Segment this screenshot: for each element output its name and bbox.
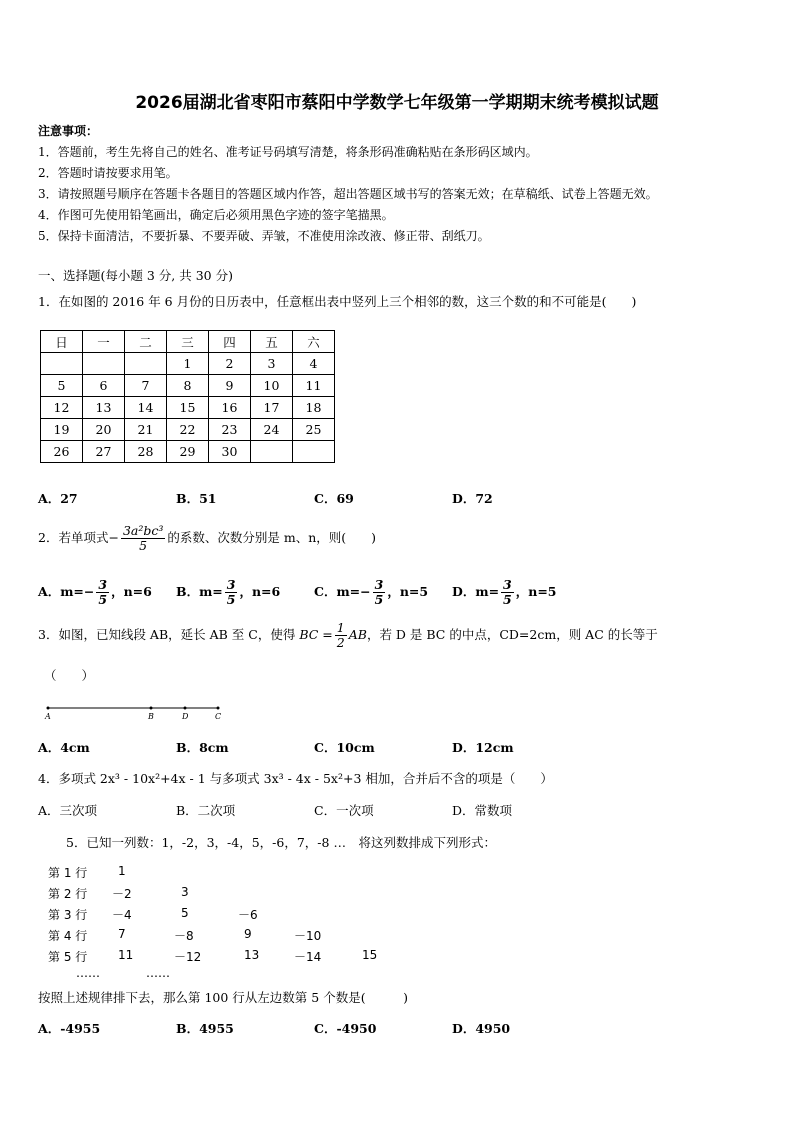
option-b: B．二次项 <box>176 803 236 818</box>
calendar-cell <box>125 353 167 375</box>
row-value: －2 <box>112 887 132 901</box>
calendar-row <box>41 441 335 463</box>
calendar-cell <box>83 353 125 375</box>
q3-denominator: 2 <box>336 635 345 650</box>
calendar-cell: 17 <box>251 397 293 419</box>
calendar-table <box>40 330 335 463</box>
label-c: C <box>215 712 222 721</box>
q2-denominator: 5 <box>139 538 148 553</box>
option-c: C．一次项 <box>314 803 374 818</box>
calendar-row <box>41 419 335 441</box>
q2-numerator: 3a²bc³ <box>122 523 164 538</box>
option-a <box>38 578 152 607</box>
q3-suffix: ，若 D 是 BC 的中点，CD=2cm，则 AC 的长等于 <box>366 627 658 642</box>
option-d: D．4950 <box>452 1021 511 1036</box>
row-value: 15 <box>362 948 378 962</box>
calendar-cell: 14 <box>125 397 167 419</box>
calendar-header-row <box>41 331 335 353</box>
option-c: C．10cm <box>314 740 375 755</box>
option-a: A．三次项 <box>38 803 98 818</box>
calendar-cell: 24 <box>251 419 293 441</box>
option-d: D．常数项 <box>452 803 513 818</box>
calendar-cell: 28 <box>125 441 167 463</box>
calendar-cell: 2 <box>209 353 251 375</box>
label-b: B <box>148 712 154 721</box>
calendar-cell: 30 <box>209 441 251 463</box>
calendar-cell: 16 <box>209 397 251 419</box>
calendar-row <box>41 353 335 375</box>
row-value: 5 <box>181 906 189 920</box>
option-d: D．72 <box>452 491 493 506</box>
calendar-cell <box>293 441 335 463</box>
q2-suffix: 的系数、次数分别是 m、n，则( ) <box>167 530 377 545</box>
option-b <box>176 578 280 607</box>
calendar-cell: 18 <box>293 397 335 419</box>
row-value: －4 <box>112 908 132 922</box>
option-a: A．-4955 <box>38 1021 101 1036</box>
page-title: 2026届湖北省枣阳市蔡阳中学数学七年级第一学期期末统考模拟试题 <box>135 93 659 113</box>
ellipsis: …… <box>146 966 170 980</box>
row-value: －10 <box>294 929 322 943</box>
opt-fraction <box>96 578 109 607</box>
calendar-header-cell: 五 <box>251 331 293 353</box>
opt-fraction <box>501 578 514 607</box>
option-b: B．4955 <box>176 1021 234 1036</box>
q3-fraction <box>335 621 347 650</box>
q3-paren: （ ） <box>44 668 95 683</box>
label-a: A <box>45 712 51 721</box>
row-value: 11 <box>118 948 134 962</box>
notice-item: 5．保持卡面清洁，不要折暴、不要弄破、弄皱，不准使用涂改液、修正带、刮纸刀。 <box>38 229 490 243</box>
calendar-cell: 21 <box>125 419 167 441</box>
notice-item: 4．作图可先使用铅笔画出，确定后必须用黑色字迹的签字笔描黑。 <box>38 208 394 222</box>
opt-denominator: 5 <box>503 592 512 607</box>
notice-item: 3．请按照题号顺序在答题卡各题目的答题区域内作答，超出答题区域书写的答案无效；在草稿纸、试卷上答题无效。 <box>38 187 658 201</box>
row-value: 9 <box>244 927 252 941</box>
calendar-cell: 8 <box>167 375 209 397</box>
calendar-cell: 1 <box>167 353 209 375</box>
question-1-stem: 1．在如图的 2016 年 6 月份的日历表中，任意框出表中竖列上三个相邻的数，这三个数的和不可能是( ) <box>38 294 637 309</box>
opt-numerator: 3 <box>98 577 108 592</box>
notice-heading: 注意事项： <box>38 124 99 138</box>
opt-suffix: ，n=5 <box>515 584 557 599</box>
calendar-cell: 29 <box>167 441 209 463</box>
row-label: 第 1 行 <box>48 866 88 880</box>
option-b: B．51 <box>176 491 217 506</box>
segment-diagram <box>40 700 230 724</box>
calendar-cell: 25 <box>293 419 335 441</box>
calendar-cell: 13 <box>83 397 125 419</box>
q3-lhs: BC = <box>299 627 333 642</box>
option-a: A．27 <box>38 491 78 506</box>
row-value: －6 <box>238 908 258 922</box>
opt-denominator: 5 <box>374 592 384 607</box>
calendar-header-cell: 日 <box>41 331 83 353</box>
notice-item: 1．答题前，考生先将自己的姓名、准考证号码填写清楚，将条形码准确粘贴在条形码区域内。 <box>38 145 538 159</box>
row-value: 3 <box>181 885 189 899</box>
calendar-cell: 6 <box>83 375 125 397</box>
point-c <box>217 707 220 710</box>
opt-numerator: 3 <box>226 577 236 592</box>
q3-prefix: 3．如图，已知线段 AB，延长 AB 至 C，使得 <box>38 627 296 642</box>
q2-prefix: 2．若单项式− <box>38 530 119 545</box>
opt-fraction <box>225 578 238 607</box>
section-heading: 一、选择题(每小题 3 分, 共 30 分) <box>38 268 233 283</box>
calendar-cell: 10 <box>251 375 293 397</box>
calendar-cell <box>251 441 293 463</box>
calendar-header-cell: 三 <box>167 331 209 353</box>
calendar-row <box>41 397 335 419</box>
calendar-cell: 11 <box>293 375 335 397</box>
calendar-row <box>41 375 335 397</box>
option-c: C．-4950 <box>314 1021 377 1036</box>
calendar-cell: 7 <box>125 375 167 397</box>
point-a <box>47 707 50 710</box>
question-3-stem <box>38 621 658 650</box>
calendar-header-cell: 六 <box>293 331 335 353</box>
calendar-cell: 20 <box>83 419 125 441</box>
option-c: C．69 <box>314 491 354 506</box>
question-5-prompt: 按照上述规律排下去，那么第 100 行从左边数第 5 个数是( ) <box>38 990 408 1005</box>
opt-suffix: ，n=6 <box>111 584 152 599</box>
opt-prefix: D．m= <box>452 584 500 599</box>
opt-prefix: B．m= <box>176 584 223 599</box>
row-label: 第 2 行 <box>48 887 88 901</box>
calendar-cell: 5 <box>41 375 83 397</box>
q2-fraction <box>121 524 165 553</box>
calendar-cell: 12 <box>41 397 83 419</box>
question-4-stem: 4．多项式 2x³ - 10x²+4x - 1 与多项式 3x³ - 4x - 5x²+3 相加，合并后不含的项是（ ） <box>38 771 553 786</box>
option-d: D．12cm <box>452 740 514 755</box>
label-d: D <box>182 712 189 721</box>
point-d <box>184 707 187 710</box>
calendar-cell: 3 <box>251 353 293 375</box>
calendar-cell: 19 <box>41 419 83 441</box>
option-a: A．4cm <box>38 740 90 755</box>
calendar-cell: 22 <box>167 419 209 441</box>
opt-numerator: 3 <box>503 577 512 592</box>
option-b: B．8cm <box>176 740 229 755</box>
question-2-stem <box>38 524 376 553</box>
opt-denominator: 5 <box>98 592 108 607</box>
row-label: 第 5 行 <box>48 950 88 964</box>
opt-suffix: ，n=6 <box>239 584 281 599</box>
opt-prefix: A．m=− <box>38 584 95 599</box>
option-d <box>452 578 557 607</box>
ellipsis: …… <box>76 966 100 980</box>
calendar-cell <box>41 353 83 375</box>
row-value: －8 <box>174 929 194 943</box>
q3-numerator: 1 <box>336 620 345 635</box>
row-value: 7 <box>118 927 126 941</box>
opt-prefix: C．m=− <box>314 584 371 599</box>
opt-numerator: 3 <box>374 577 384 592</box>
opt-fraction <box>373 578 386 607</box>
opt-suffix: ，n=5 <box>387 584 429 599</box>
row-label: 第 3 行 <box>48 908 88 922</box>
row-value: 13 <box>244 948 260 962</box>
opt-denominator: 5 <box>226 592 236 607</box>
row-value: 1 <box>118 864 126 878</box>
calendar-cell: 27 <box>83 441 125 463</box>
calendar-cell: 23 <box>209 419 251 441</box>
notice-item: 2．答题时请按要求用笔。 <box>38 166 178 180</box>
calendar-cell: 26 <box>41 441 83 463</box>
q3-rhs: AB <box>348 627 367 642</box>
question-5-stem: 5．已知一列数：1，-2，3，-4，5，-6，7，-8 … 将这列数排成下列形式： <box>66 835 496 850</box>
option-c <box>314 578 428 607</box>
point-b <box>150 707 153 710</box>
calendar-cell: 9 <box>209 375 251 397</box>
calendar-header-cell: 一 <box>83 331 125 353</box>
calendar-header-cell: 四 <box>209 331 251 353</box>
row-value: －14 <box>294 950 322 964</box>
calendar-header-cell: 二 <box>125 331 167 353</box>
row-label: 第 4 行 <box>48 929 88 943</box>
calendar-cell: 4 <box>293 353 335 375</box>
calendar-cell: 15 <box>167 397 209 419</box>
row-value: －12 <box>174 950 202 964</box>
